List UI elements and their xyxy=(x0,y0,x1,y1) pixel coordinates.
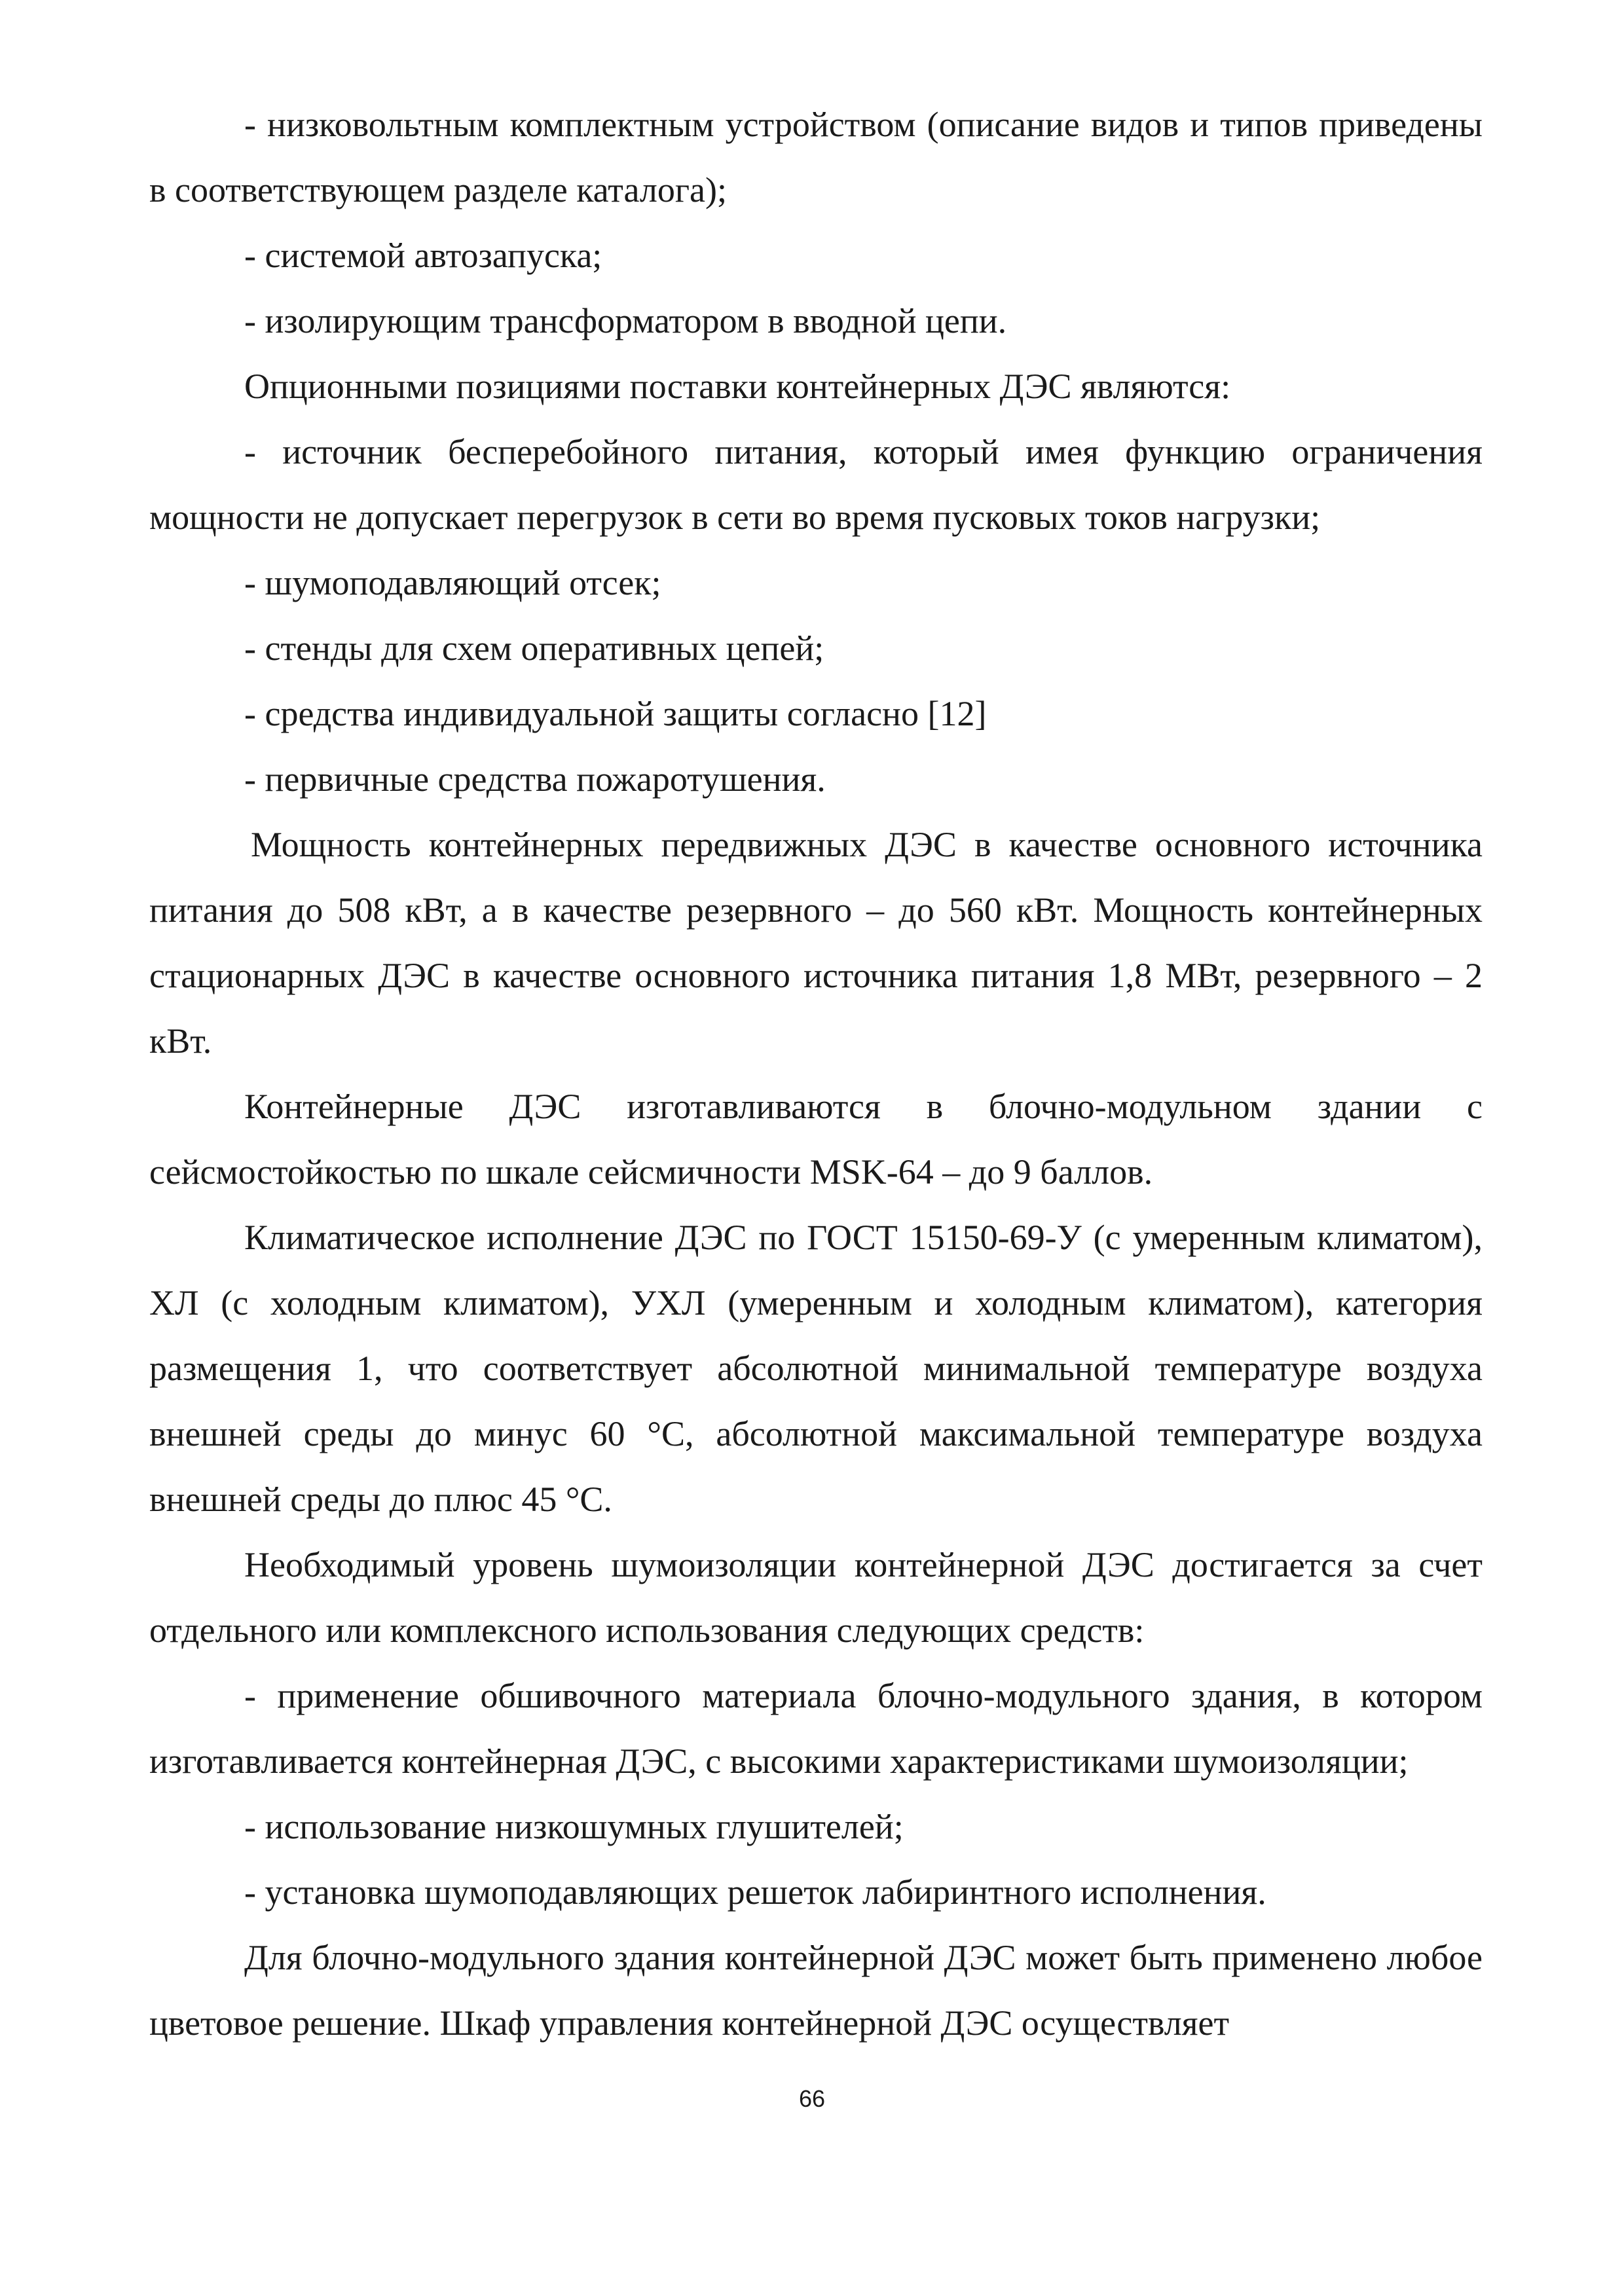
paragraph-ppe: - средства индивидуальной защиты согласно [12] xyxy=(244,694,987,733)
paragraph-noise-insulation: Необходимый уровень шумоизоляции контейнерной ДЭС достигается за счет отдельного или комплексного использования следующих средств: xyxy=(149,1545,1483,1650)
page-number: 66 xyxy=(798,2085,826,2112)
paragraph-isolating-transformer: - изолирующим трансформатором в вводной цепи. xyxy=(244,301,1007,340)
paragraph-power: Мощность контейнерных передвижных ДЭС в качестве основного источника питания до 508 кВт, а в качестве резервного – до 560 кВт. Мощность контейнерных стационарных ДЭС в качестве основного источника питания 1,8 МВт, резервного – 2 кВт. xyxy=(149,825,1483,1061)
paragraph-cladding: - применение обшивочного материала блочно-модульного здания, в котором изготавливается контейнерная ДЭС, с высокими характеристиками шумоизоляции; xyxy=(149,1676,1483,1781)
paragraph-silencers: - использование низкошумных глушителей; xyxy=(244,1807,904,1846)
document-body xyxy=(149,92,1483,2056)
paragraph-lv-device: - низковольтным комплектным устройством (описание видов и типов приведены в соответствующем разделе каталога); xyxy=(149,105,1483,210)
paragraph-climate: Климатическое исполнение ДЭС по ГОСТ 15150-69-У (с умеренным климатом), ХЛ (с холодным климатом), УХЛ (умеренным и холодным климатом), категория размещения 1, что соответствует абсолютной минимальной температуре воздуха внешней среды до минус 60 °С, абсолютной максимальной температуре воздуха внешней среды до плюс 45 °С. xyxy=(149,1218,1483,1519)
paragraph-grilles: - установка шумоподавляющих решеток лабиринтного исполнения. xyxy=(244,1872,1266,1912)
paragraph-optional-positions: Опционными позициями поставки контейнерных ДЭС являются: xyxy=(244,367,1231,406)
paragraph-noise-compartment: - шумоподавляющий отсек; xyxy=(244,563,661,602)
paragraph-color-solution: Для блочно-модульного здания контейнерной ДЭС может быть применено любое цветовое решение. Шкаф управления контейнерной ДЭС осуществляет xyxy=(149,1938,1483,2043)
paragraph-fire-extinguishing: - первичные средства пожаротушения. xyxy=(244,759,826,799)
paragraph-seismic: Контейнерные ДЭС изготавливаются в блочно-модульном здании с сейсмостойкостью по шкале сейсмичности MSK-64 – до 9 баллов. xyxy=(149,1087,1483,1192)
paragraph-autostart: - системой автозапуска; xyxy=(244,236,602,275)
paragraph-ups: - источник бесперебойного питания, который имея функцию ограничения мощности не допускает перегрузок в сети во время пусковых токов нагрузки; xyxy=(149,432,1483,537)
paragraph-stands: - стенды для схем оперативных цепей; xyxy=(244,629,824,668)
